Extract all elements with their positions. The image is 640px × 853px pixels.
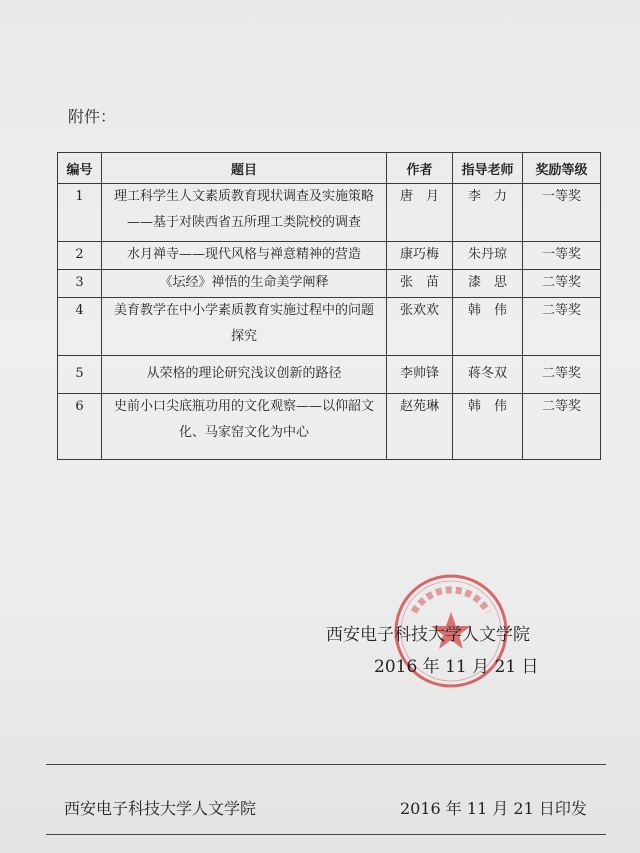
signature-date: 2016 年 11 月 21 日: [374, 657, 539, 677]
row-advisor: 蒋冬双: [453, 356, 523, 394]
row-title: 史前小口尖底瓶功用的文化观察——以仰韶文 化、马家窑文化为中心: [102, 394, 387, 460]
row-number: 3: [58, 270, 102, 298]
footer-organization: 西安电子科技大学人文学院: [64, 799, 257, 818]
row-author: 李帅锋: [387, 356, 453, 394]
row-award: 二等奖: [523, 298, 601, 356]
row-number: 4: [58, 298, 102, 356]
row-title: 《坛经》禅悟的生命美学阐释: [102, 270, 387, 298]
header-advisor: 指导老师: [453, 153, 523, 184]
table-header-row: [58, 153, 601, 184]
row-advisor: 韩 伟: [453, 298, 523, 356]
row-advisor: 韩 伟: [453, 394, 523, 460]
header-award: 奖励等级: [523, 153, 601, 184]
row-award: 一等奖: [523, 242, 601, 270]
footer-divider-top: [46, 764, 606, 765]
header-author: 作者: [387, 153, 453, 184]
signature-organization: 西安电子科技大学人文学院: [326, 625, 530, 645]
row-number: 6: [58, 394, 102, 460]
row-title: 美育教学在中小学素质教育实施过程中的问题 探究: [102, 298, 387, 356]
row-award: 一等奖: [523, 184, 601, 242]
table-row: [58, 184, 601, 242]
row-number: 1: [58, 184, 102, 242]
row-award: 二等奖: [523, 356, 601, 394]
table-row: [58, 298, 601, 356]
header-number: 编号: [58, 153, 102, 184]
row-title: 水月禅寺——现代风格与禅意精神的营造: [102, 242, 387, 270]
row-number: 2: [58, 242, 102, 270]
awards-table: [57, 152, 601, 460]
row-title: 从荣格的理论研究浅议创新的路径: [102, 356, 387, 394]
row-award: 二等奖: [523, 394, 601, 460]
row-advisor: 漆 思: [453, 270, 523, 298]
row-author: 张欢欢: [387, 298, 453, 356]
header-title: 题目: [102, 153, 387, 184]
row-title: 理工科学生人文素质教育现状调查及实施策略 ——基于对陕西省五所理工类院校的调查: [102, 184, 387, 242]
table-row: [58, 270, 601, 298]
row-author: 赵苑琳: [387, 394, 453, 460]
row-number: 5: [58, 356, 102, 394]
attachment-label: 附件：: [68, 107, 117, 126]
footer-issue-date: 2016 年 11 月 21 日印发: [400, 799, 587, 818]
table-row: [58, 394, 601, 460]
table-row: [58, 242, 601, 270]
row-author: 唐 月: [387, 184, 453, 242]
footer-divider-bottom: [46, 834, 606, 835]
row-author: 康巧梅: [387, 242, 453, 270]
row-advisor: 朱丹琼: [453, 242, 523, 270]
row-author: 张 苗: [387, 270, 453, 298]
row-award: 二等奖: [523, 270, 601, 298]
table-row: [58, 356, 601, 394]
row-advisor: 李 力: [453, 184, 523, 242]
